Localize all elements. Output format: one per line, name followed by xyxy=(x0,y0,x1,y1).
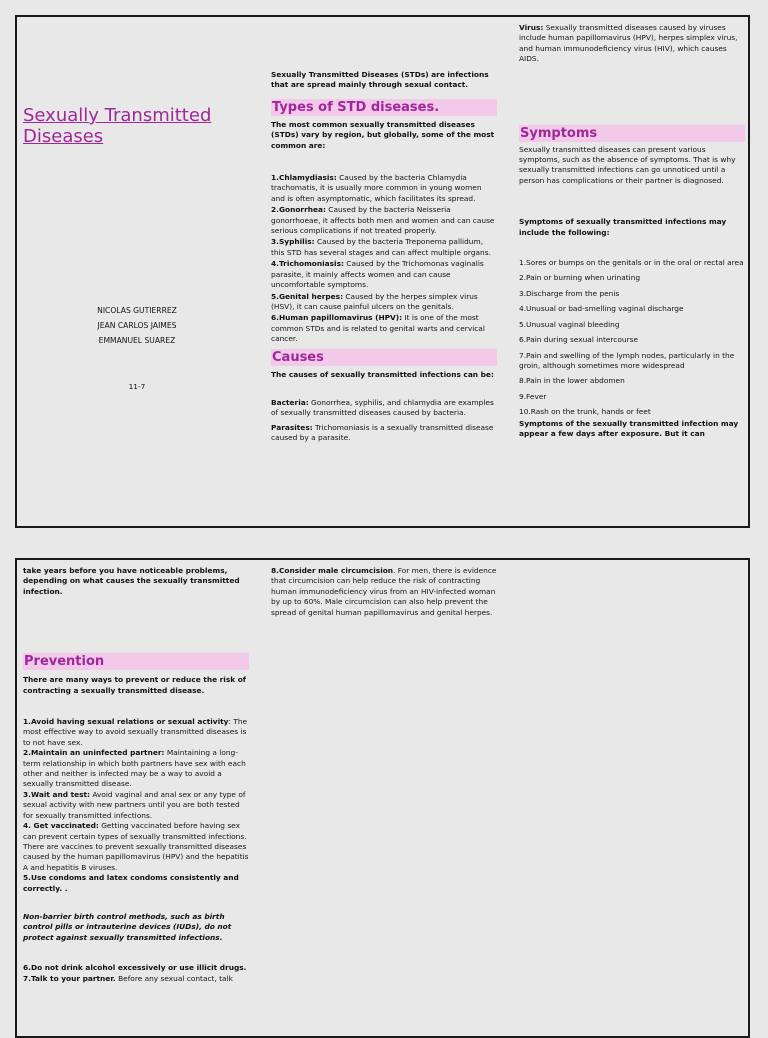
symptoms-list xyxy=(519,258,745,417)
symptoms-heading: Symptoms xyxy=(519,125,745,142)
right-column xyxy=(519,23,745,439)
cover-title xyxy=(23,105,253,147)
symptom-item: 2.Pain or burning when urinating xyxy=(519,273,641,283)
prevention-circumcision: 8.Consider male circumcision. For men, there is evidence that circumcision can help reduce the risk of contracting human immunodeficiency virus from an HIV-infected woman by up to 60%. Male circumcision can also help prevent the spread of genital human papillomavirus and genital herpes. xyxy=(271,566,497,617)
symptom-item: 10.Rash on the trunk, hands or feet xyxy=(519,407,651,417)
left-column-2 xyxy=(23,566,249,984)
authors-list xyxy=(57,303,217,348)
prevention-item: 3.Wait and test: Avoid vaginal and anal sex or any type of sexual activity with new partners until you are both tested for sexually transmitted infections. xyxy=(23,789,246,820)
prevention-item: 2.Maintain an uninfected partner: Maintaining a long-term relationship in which both partners have sex with each other and neither is infected may be a way to avoid a sexually transmitted disease. xyxy=(23,748,246,789)
cover-title-line2: Diseases xyxy=(23,126,104,147)
prevention-item: 4. Get vaccinated: Getting vaccinated before having sex can prevent certain types of sexually transmitted infections. There are vaccines to prevent sexually transmitted diseases caused by the human papillomavirus (HPV) and the hepatitis A and hepatitis B viruses. xyxy=(23,821,249,872)
types-item: 6.Human papillomavirus (HPV): It is one of the most common STDs and is related to genital warts and cervical cancer. xyxy=(271,313,485,344)
cover-title-line1: Sexually Transmitted xyxy=(23,105,212,126)
causes-heading: Causes xyxy=(271,349,497,366)
group-label: 11-7 xyxy=(128,382,146,391)
middle-column xyxy=(271,70,497,444)
causes-lead: The causes of sexually transmitted infections can be: xyxy=(271,369,494,379)
symptom-item: 6.Pain during sexual intercourse xyxy=(519,335,639,345)
types-lead: The most common sexually transmitted diseases (STDs) vary by region, but globally, some of the most common are: xyxy=(271,119,495,150)
brochure-page-1 xyxy=(15,15,750,528)
middle-column-2 xyxy=(271,566,497,618)
prevention-note: Non-barrier birth control methods, such as birth control pills or intrauterine devices (IUDs), do not protect against sexually transmitted infections. xyxy=(23,911,232,942)
cover-panel xyxy=(23,105,253,147)
symptom-item: 1.Sores or bumps on the genitals or in the oral or rectal area xyxy=(519,258,744,268)
cause-bacteria: Bacteria: Gonorrhea, syphilis, and chlamydia are examples of sexually transmitted diseases caused by bacteria. xyxy=(271,397,494,418)
types-heading: Types of STD diseases. xyxy=(271,99,497,116)
types-item: 4.Trichomoniasis: Caused by the Trichomonas vaginalis parasite, it mainly affects women and can cause uncomfortable symptoms. xyxy=(271,259,484,290)
prevention-alcohol: 6.Do not drink alcohol excessively or use illicit drugs. xyxy=(23,963,247,973)
symptom-item: 3.Discharge from the penis xyxy=(519,288,620,298)
symptoms-intro: Sexually transmitted diseases can present various symptoms, such as the absence of symptoms. That is why sexually transmitted infections can go unnoticed until a person has complications or their partner is diagnosed. xyxy=(519,144,736,185)
prevention-talk: 7.Talk to your partner. Before any sexual contact, talk xyxy=(23,973,233,983)
symptoms-closing-end: take years before you have noticeable problems, depending on what causes the sexually transmitted infection. xyxy=(23,566,240,596)
types-item: 5.Genital herpes: Caused by the herpes simplex virus (HSV), it can cause painful ulcers on the genitals. xyxy=(271,291,478,311)
cause-parasites: Parasites: Trichomoniasis is a sexually transmitted disease caused by a parasite. xyxy=(271,422,494,443)
prevention-lead: There are many ways to prevent or reduce the risk of contracting a sexually transmitted disease. xyxy=(23,675,247,695)
prevention-item: 1.Avoid having sexual relations or sexual activity: The most effective way to avoid sexually transmitted diseases is to not have sex. xyxy=(23,717,248,747)
symptom-item: 5.Unusual vaginal bleeding xyxy=(519,319,620,329)
prevention-list xyxy=(23,717,249,894)
types-item: 3.Syphilis: Caused by the bacteria Treponema pallidum, this STD has several stages and can affect multiple organs. xyxy=(271,237,491,257)
symptom-item: 7.Pain and swelling of the lymph nodes, particularly in the groin, although sometimes more widespread xyxy=(519,350,735,370)
author-name: EMMANUEL SUAREZ xyxy=(98,336,176,345)
author-name: JEAN CARLOS JAIMES xyxy=(97,321,177,330)
prevention-condoms: 5.Use condoms and latex condoms consistently and correctly. . xyxy=(23,873,239,893)
symptom-item: 8.Pain in the lower abdomen xyxy=(519,376,625,386)
types-item: 1.Chlamydiasis: Caused by the bacteria Chlamydia trachomatis, it is usually more common in young women and is often asymptomatic, which facilitates its spread. xyxy=(271,173,482,203)
intro-text: Sexually Transmitted Diseases (STDs) are infections that are spread mainly through sexual contact. xyxy=(271,70,489,90)
symptoms-lead: Symptoms of sexually transmitted infections may include the following: xyxy=(519,217,727,237)
cause-virus: Virus: Sexually transmitted diseases caused by viruses include human papillomavirus (HPV), herpes simplex virus, and human immunodeficiency virus (HIV), which causes AIDS. xyxy=(519,23,738,64)
symptoms-closing-start: Symptoms of the sexually transmitted infection may appear a few days after exposure. But it can xyxy=(519,418,739,438)
brochure-page-2 xyxy=(15,558,750,1038)
symptom-item: 4.Unusual or bad-smelling vaginal discharge xyxy=(519,304,684,314)
types-item: 2.Gonorrhea: Caused by the bacteria Neisseria gonorrhoeae, it affects both men and women and can cause serious complications if not treated properly. xyxy=(271,205,495,236)
author-name: NICOLAS GUTIERREZ xyxy=(97,306,177,315)
prevention-heading: Prevention xyxy=(23,653,249,670)
symptom-item: 9.Fever xyxy=(519,391,547,401)
